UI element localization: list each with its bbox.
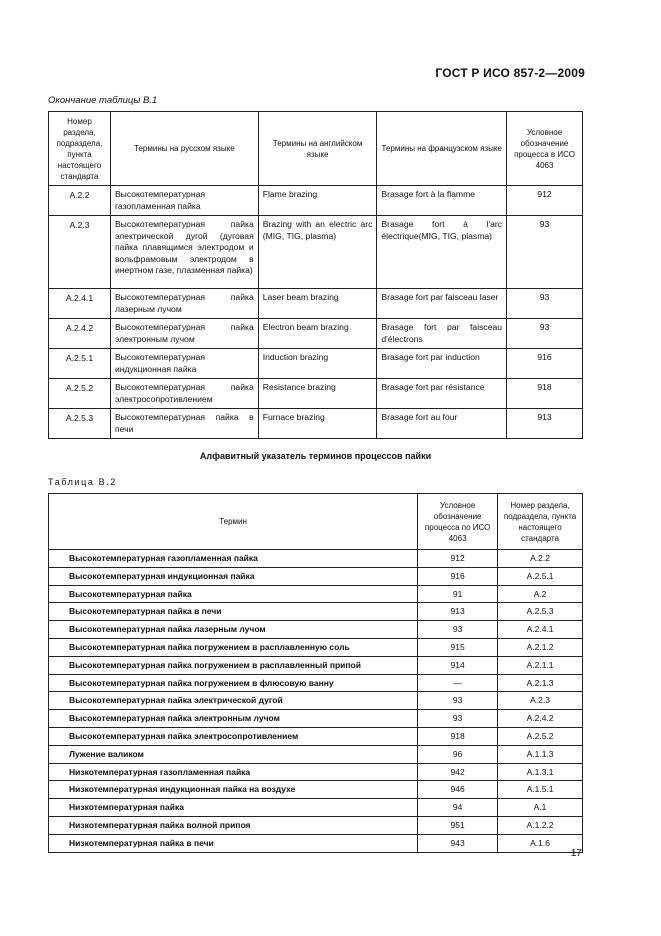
table-header-row bbox=[49, 112, 583, 186]
cell-number: A.2.5.2 bbox=[49, 379, 111, 409]
cell-term: Низкотемпературная индукционная пайка на воздухе bbox=[49, 781, 418, 799]
cell-term: Высокотемпературная пайка погружением в расплавленный припой bbox=[49, 656, 418, 674]
cell-term: Высокотемпературная пайка погружением в флюсовую ванну bbox=[49, 674, 418, 692]
document-id: ГОСТ Р ИСО 857-2—2009 bbox=[435, 66, 585, 80]
cell-term: Высокотемпературная пайка электрической дугой bbox=[49, 692, 418, 710]
table-row bbox=[49, 621, 583, 639]
cell-code: 913 bbox=[418, 603, 498, 621]
cell-french: Brasage fort au four bbox=[377, 409, 507, 439]
cell-num: A.2.4.2 bbox=[498, 710, 583, 728]
table-header-row bbox=[49, 494, 583, 550]
cell-term: Высокотемпературная пайка в печи bbox=[49, 603, 418, 621]
cell-term: Низкотемпературная пайка в печи bbox=[49, 834, 418, 852]
cell-code: 93 bbox=[418, 710, 498, 728]
cell-russian: Высокотемпературная пайка в печи bbox=[110, 409, 258, 439]
table-row bbox=[49, 289, 583, 319]
cell-code: 91 bbox=[418, 585, 498, 603]
cell-code: 914 bbox=[418, 656, 498, 674]
cell-russian: Высокотемпературная газопламенная пайка bbox=[110, 186, 258, 216]
cell-term: Высокотемпературная пайка электросопротивлением bbox=[49, 727, 418, 745]
table-row bbox=[49, 638, 583, 656]
cell-french: Brasage fort à la flamme bbox=[377, 186, 507, 216]
table-row bbox=[49, 816, 583, 834]
cell-term: Высокотемпературная пайка bbox=[49, 585, 418, 603]
cell-term: Низкотемпературная пайка bbox=[49, 799, 418, 817]
cell-code: 942 bbox=[418, 763, 498, 781]
terms-table bbox=[48, 111, 583, 439]
cell-english: Furnace brazing bbox=[258, 409, 377, 439]
cell-code: 93 bbox=[507, 319, 583, 349]
cell-term: Высокотемпературная газопламенная пайка bbox=[49, 550, 418, 568]
table-row bbox=[49, 216, 583, 289]
cell-english: Laser beam brazing bbox=[258, 289, 377, 319]
col-header-term: Термин bbox=[49, 494, 418, 550]
cell-term: Высокотемпературная пайка электронным лучом bbox=[49, 710, 418, 728]
cell-code: 912 bbox=[507, 186, 583, 216]
table-row bbox=[49, 186, 583, 216]
cell-num: A.1 bbox=[498, 799, 583, 817]
cell-num: A.1.2.2 bbox=[498, 816, 583, 834]
cell-code: 94 bbox=[418, 799, 498, 817]
table-row bbox=[49, 603, 583, 621]
index-title: Алфавитный указатель терминов процессов пайки bbox=[199, 451, 432, 461]
cell-number: A.2.3 bbox=[49, 216, 111, 289]
col-header-french: Термины на французском языке bbox=[377, 112, 507, 186]
cell-russian: Высокотемпературная пайка электронным лучом bbox=[110, 319, 258, 349]
cell-term: Низкотемпературная пайка волной припоя bbox=[49, 816, 418, 834]
cell-russian: Высокотемпературная индукционная пайка bbox=[110, 349, 258, 379]
cell-french: Brasage fort par faisceau d'électrons bbox=[377, 319, 507, 349]
table-row bbox=[49, 674, 583, 692]
col-header-code: Условное обозначение процесса в ИСО 4063 bbox=[507, 112, 583, 186]
cell-code: 943 bbox=[418, 834, 498, 852]
col-header-russian: Термины на русском языке bbox=[110, 112, 258, 186]
cell-english: Induction brazing bbox=[258, 349, 377, 379]
cell-code: 93 bbox=[418, 692, 498, 710]
table-row bbox=[49, 585, 583, 603]
cell-code: — bbox=[418, 674, 498, 692]
table1-caption: Окончание таблицы В.1 bbox=[48, 95, 158, 106]
cell-num: A.2 bbox=[498, 585, 583, 603]
cell-num: A.2.1.3 bbox=[498, 674, 583, 692]
table-row bbox=[49, 745, 583, 763]
cell-french: Brasage fort par induction bbox=[377, 349, 507, 379]
cell-term: Высокотемпературная пайка погружением в расплавленную соль bbox=[49, 638, 418, 656]
cell-term: Высокотемпературная индукционная пайка bbox=[49, 567, 418, 585]
col-header-number: Номер раздела, подраздела, пункта настоящего стандарта bbox=[49, 112, 111, 186]
cell-code: 93 bbox=[507, 216, 583, 289]
col-header-code: Условное обозначение процесса по ИСО 4063 bbox=[418, 494, 498, 550]
cell-num: A.2.2 bbox=[498, 550, 583, 568]
cell-code: 946 bbox=[418, 781, 498, 799]
table-row bbox=[49, 409, 583, 439]
table-row bbox=[49, 834, 583, 852]
cell-russian: Высокотемпературная пайка электросопротивлением bbox=[110, 379, 258, 409]
cell-num: A.2.1.2 bbox=[498, 638, 583, 656]
table2-caption: Таблица В.2 bbox=[48, 477, 117, 487]
cell-num: A.2.5.3 bbox=[498, 603, 583, 621]
table-row bbox=[49, 379, 583, 409]
cell-num: A.1.6 bbox=[498, 834, 583, 852]
cell-english: Brazing with an electric arc (MIG, TIG, plasma) bbox=[258, 216, 377, 289]
cell-term: Низкотемпературная газопламенная пайка bbox=[49, 763, 418, 781]
cell-russian: Высокотемпературная пайка лазерным лучом bbox=[110, 289, 258, 319]
table-row bbox=[49, 692, 583, 710]
cell-number: A.2.5.1 bbox=[49, 349, 111, 379]
table-row bbox=[49, 567, 583, 585]
cell-num: A.1.3.1 bbox=[498, 763, 583, 781]
cell-code: 913 bbox=[507, 409, 583, 439]
table-row bbox=[49, 781, 583, 799]
cell-code: 916 bbox=[507, 349, 583, 379]
cell-code: 918 bbox=[418, 727, 498, 745]
cell-number: A.2.5.3 bbox=[49, 409, 111, 439]
cell-num: A.2.3 bbox=[498, 692, 583, 710]
cell-code: 93 bbox=[507, 289, 583, 319]
cell-number: A.2.4.1 bbox=[49, 289, 111, 319]
cell-code: 912 bbox=[418, 550, 498, 568]
index-table-body bbox=[49, 550, 583, 853]
cell-english: Electron beam brazing bbox=[258, 319, 377, 349]
cell-term: Высокотемпературная пайка лазерным лучом bbox=[49, 621, 418, 639]
cell-french: Brasage fort par résistance bbox=[377, 379, 507, 409]
table-row bbox=[49, 799, 583, 817]
cell-number: A.2.2 bbox=[49, 186, 111, 216]
cell-num: A.1.1.3 bbox=[498, 745, 583, 763]
cell-num: A.2.1.1 bbox=[498, 656, 583, 674]
table-row bbox=[49, 349, 583, 379]
cell-code: 93 bbox=[418, 621, 498, 639]
cell-num: A.2.5.1 bbox=[498, 567, 583, 585]
cell-term: Лужение валиком bbox=[49, 745, 418, 763]
col-header-english: Термины на английском языке bbox=[258, 112, 377, 186]
table-row bbox=[49, 763, 583, 781]
table-row bbox=[49, 319, 583, 349]
table-row bbox=[49, 656, 583, 674]
cell-french: Brasage fort par faisceau laser bbox=[377, 289, 507, 319]
cell-french: Brasage fort à l'arc électrique(MIG, TIG, plasma) bbox=[377, 216, 507, 289]
table-row bbox=[49, 727, 583, 745]
cell-code: 918 bbox=[507, 379, 583, 409]
cell-code: 915 bbox=[418, 638, 498, 656]
cell-russian: Высокотемпературная пайка электрической дугой (дуговая пайка плавящимся электродом и вольфрамовым электродом в инертном газе, плазменная пайка) bbox=[110, 216, 258, 289]
cell-english: Resistance brazing bbox=[258, 379, 377, 409]
cell-code: 951 bbox=[418, 816, 498, 834]
table-row bbox=[49, 710, 583, 728]
cell-num: A.2.5.2 bbox=[498, 727, 583, 745]
cell-num: A.1.5.1 bbox=[498, 781, 583, 799]
cell-number: A.2.4.2 bbox=[49, 319, 111, 349]
cell-code: 916 bbox=[418, 567, 498, 585]
cell-num: A.2.4.1 bbox=[498, 621, 583, 639]
cell-code: 96 bbox=[418, 745, 498, 763]
index-table bbox=[48, 493, 583, 853]
cell-english: Flame brazing bbox=[258, 186, 377, 216]
table-row bbox=[49, 550, 583, 568]
page-number: 17 bbox=[570, 848, 582, 859]
col-header-number: Номер раздела, подраздела, пункта настоящего стандарта bbox=[498, 494, 583, 550]
